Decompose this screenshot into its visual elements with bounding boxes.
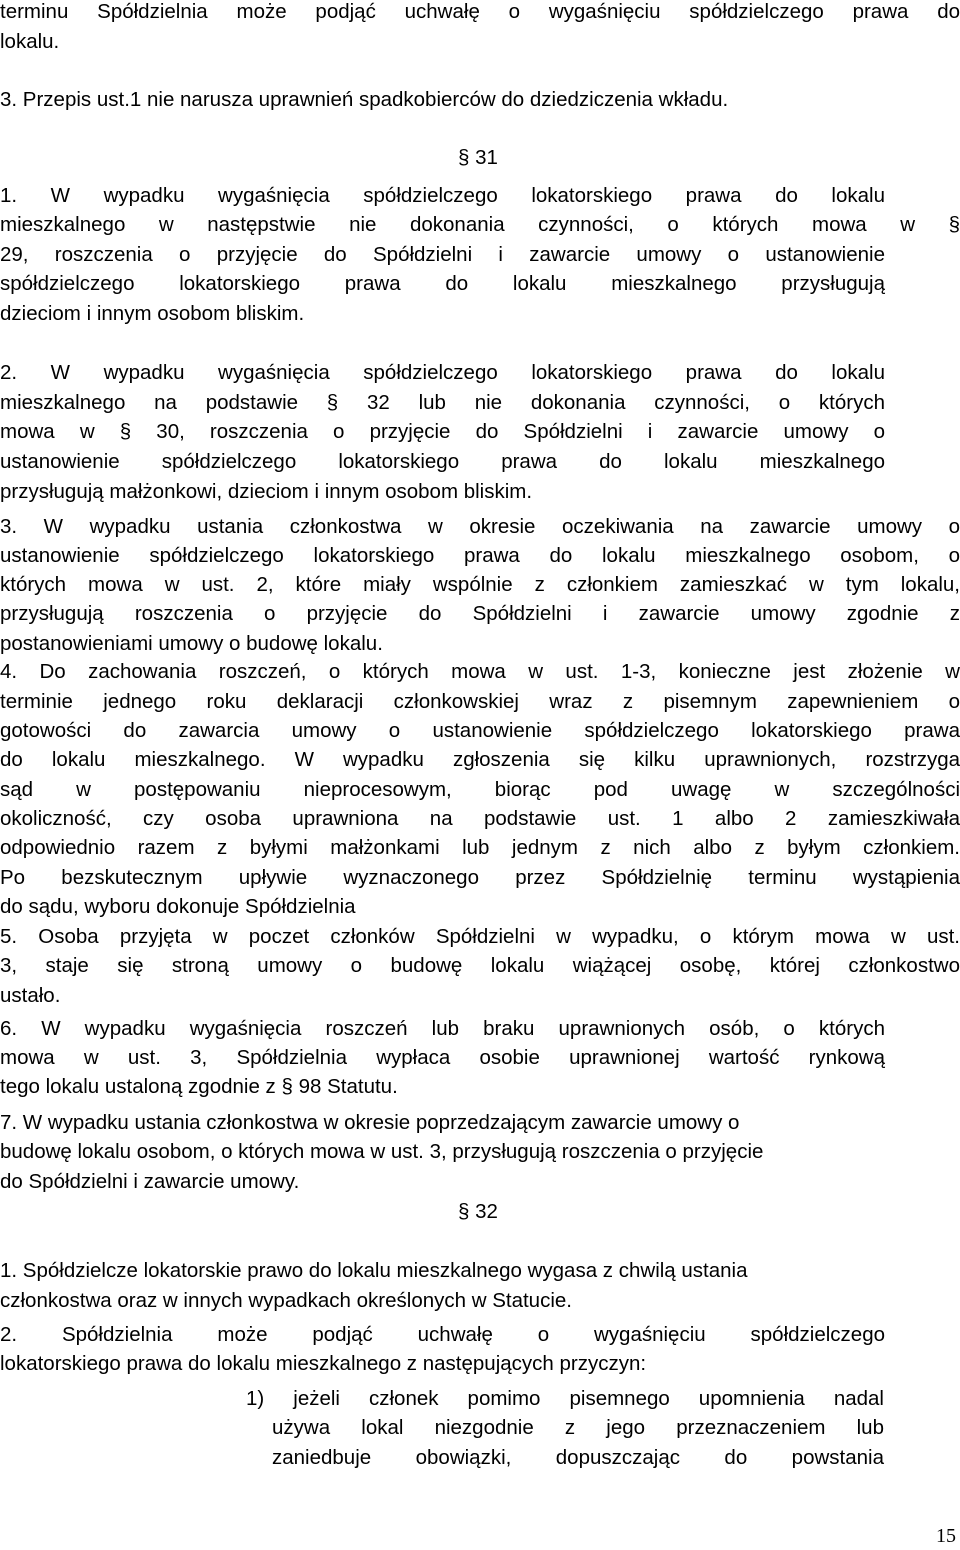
text-line: dzieciom i innym osobom bliskim. [0, 302, 305, 325]
text-line: okoliczność, czy osoba uprawniona na podstawie ust. 1 albo 2 zamieszkiwała [0, 807, 960, 830]
section-heading-32: § 32 [458, 1200, 498, 1223]
list-item-line: zaniedbuje obowiązki, dopuszczając do powstania [272, 1446, 884, 1469]
text-line: sąd w postępowaniu nieprocesowym, biorąc pod uwagę w szczególności [0, 778, 960, 801]
text-line: 1. W wypadku wygaśnięcia spółdzielczego lokatorskiego prawa do lokalu [0, 184, 885, 207]
text-line: 6. W wypadku wygaśnięcia roszczeń lub braku uprawnionych osób, o których [0, 1017, 885, 1040]
text-line: Po bezskutecznym upływie wyznaczonego przez Spółdzielnię terminu wystąpienia [0, 866, 960, 889]
text-line: przysługują małżonkowi, dzieciom i innym osobom bliskim. [0, 480, 533, 503]
text-line: lokalu. [0, 30, 60, 53]
text-line: 7. W wypadku ustania członkostwa w okresie poprzedzającym zawarcie umowy o [0, 1111, 740, 1134]
text-line: 29, roszczenia o przyjęcie do Spółdzielni i zawarcie umowy o ustanowienie [0, 243, 885, 266]
text-line: mowa w ust. 3, Spółdzielnia wypłaca osobie uprawnionej wartość rynkową [0, 1046, 885, 1069]
text-line: 2. W wypadku wygaśnięcia spółdzielczego lokatorskiego prawa do lokalu [0, 361, 885, 384]
text-line: mieszkalnego w następstwie nie dokonania czynności, o których mowa w § [0, 213, 960, 236]
text-line: budowę lokalu osobom, o których mowa w ust. 3, przysługują roszczenia o przyjęcie [0, 1140, 764, 1163]
text-line: odpowiednio razem z byłymi małżonkami lub jednym z nich albo z byłym członkiem. [0, 836, 960, 859]
text-line: przysługują roszczenia o przyjęcie do Spółdzielni i zawarcie umowy zgodnie z [0, 602, 960, 625]
text-line: tego lokalu ustaloną zgodnie z § 98 Statutu. [0, 1075, 398, 1098]
text-line: 5. Osoba przyjęta w poczet członków Spółdzielni w wypadku, o którym mowa w ust. [0, 925, 960, 948]
text-line: lokatorskiego prawa do lokalu mieszkalnego z następujących przyczyn: [0, 1352, 647, 1375]
text-line: do Spółdzielni i zawarcie umowy. [0, 1170, 300, 1193]
text-line: 3. W wypadku ustania członkostwa w okresie oczekiwania na zawarcie umowy o [0, 515, 960, 538]
text-line: 2. Spółdzielnia może podjąć uchwałę o wygaśnięciu spółdzielczego [0, 1323, 885, 1346]
text-line: członkostwa oraz w innych wypadkach określonych w Statucie. [0, 1289, 572, 1312]
text-line: 3, staje się stroną umowy o budowę lokalu wiążącej osobę, której członkostwo [0, 954, 960, 977]
text-line: 4. Do zachowania roszczeń, o których mowa w ust. 1-3, konieczne jest złożenie w [0, 660, 960, 683]
text-line: terminu Spółdzielnia może podjąć uchwałę o wygaśnięciu spółdzielczego prawa do [0, 0, 960, 23]
text-line: do lokalu mieszkalnego. W wypadku zgłoszenia się kilku uprawnionych, rozstrzyga [0, 748, 960, 771]
text-line: mieszkalnego na podstawie § 32 lub nie dokonania czynności, o których [0, 391, 885, 414]
text-line: postanowieniami umowy o budowę lokalu. [0, 632, 383, 655]
list-item-line: 1) jeżeli członek pomimo pisemnego upomnienia nadal [246, 1387, 884, 1410]
text-line: 3. Przepis ust.1 nie narusza uprawnień spadkobierców do dziedziczenia wkładu. [0, 88, 729, 111]
text-line: których mowa w ust. 2, które miały wspólnie z członkiem zamieszkać w tym lokalu, [0, 573, 960, 596]
text-line: gotowości do zawarcia umowy o ustanowienie spółdzielczego lokatorskiego prawa [0, 719, 960, 742]
text-line: do sądu, wyboru dokonuje Spółdzielnia [0, 895, 356, 918]
list-item-line: używa lokal niezgodnie z jego przeznaczeniem lub [272, 1416, 884, 1439]
text-line: 1. Spółdzielcze lokatorskie prawo do lokalu mieszkalnego wygasa z chwilą ustania [0, 1259, 748, 1282]
section-heading-31: § 31 [458, 146, 498, 169]
text-line: ustało. [0, 984, 61, 1007]
text-line: ustanowienie spółdzielczego lokatorskiego prawa do lokalu mieszkalnego [0, 450, 885, 473]
page-number: 15 [936, 1525, 956, 1547]
text-line: terminie jednego roku deklaracji członkowskiej wraz z pisemnym zapewnieniem o [0, 690, 960, 713]
text-line: mowa w § 30, roszczenia o przyjęcie do Spółdzielni i zawarcie umowy o [0, 420, 885, 443]
text-line: ustanowienie spółdzielczego lokatorskiego prawa do lokalu mieszkalnego osobom, o [0, 544, 960, 567]
text-line: spółdzielczego lokatorskiego prawa do lokalu mieszkalnego przysługują [0, 272, 885, 295]
